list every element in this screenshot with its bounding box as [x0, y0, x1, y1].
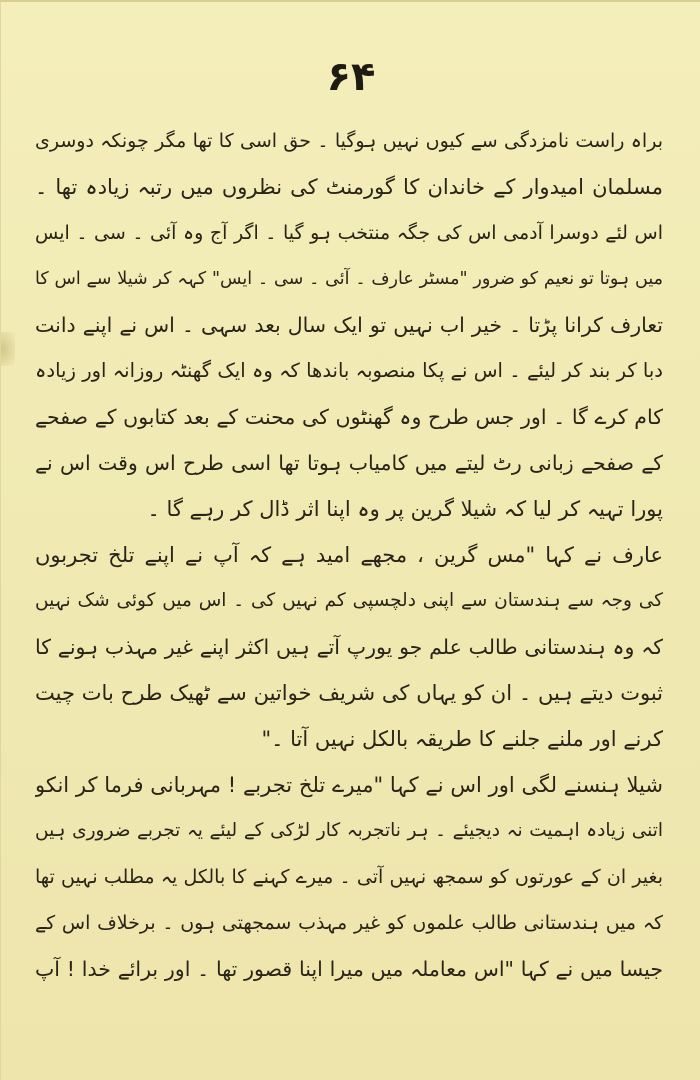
text-line: کی وجہ سے ہندستان سے اپنی دلچسپی کم نہیں کی ۔ اس میں کوئی شک نہیں	[35, 590, 663, 611]
text-line: میں ہوتا تو نعیم کو ضرور "مسٹر عارف ۔ آئی ۔ سی ۔ ایس" کہہ کر شیلا سے اس کا	[35, 269, 663, 289]
text-line: کام کرے گا ۔ اور جس طرح وہ گھنٹوں کی محنت کے بعد کتابوں کے صفحے	[35, 405, 663, 429]
text-line: دبا کر بند کر لیئے ۔ اس نے پکا منصوبہ باندھا کہ وہ ایک گھنٹہ روزانہ اور زیادہ	[35, 359, 663, 382]
text-line: تعارف کرانا پڑتا ۔ خیر اب نہیں تو ایک سال بعد سہی ۔ اس نے اپنے دانت	[35, 313, 663, 337]
text-line: ثبوت دیتے ہیں ۔ ان کو یہاں کی شریف خواتین سے ٹھیک طرح بات چیت	[35, 681, 663, 705]
text-line: اس لئے دوسرا آدمی اس کی جگہ منتخب ہو گیا ۔ اگر آج وہ آئی ۔ سی ۔ ایس	[35, 222, 663, 244]
text-line: پورا تہیہ کر لیا کہ شیلا گرین پر وہ اپنا اثر ڈال کر رہے گا ۔	[147, 497, 663, 521]
text-line: کے صفحے زبانی رٹ لیتے میں کامیاب ہوتا تھا اسی طرح اس وقت اس نے	[35, 451, 663, 475]
text-line: شیلا ہنسنے لگی اور اس نے کہا "میرے تلخ تجربے ! مہربانی فرما کر انکو	[35, 773, 663, 797]
text-line: اتنی زیادہ اہمیت نہ دیجیئے ۔ ہر ناتجربہ کار لڑکی کے لیئے یہ تجربے ضروری ہیں	[35, 820, 663, 841]
text-line: کہ وہ ہندستانی طالب علم جو یورپ آتے ہیں اکثر اپنے غیر مہذب ہونے کا	[35, 635, 663, 659]
text-line: عارف نے کہا "مس گرین ، مجھے امید ہے کہ آپ نے اپنے تلخ تجربوں	[35, 543, 663, 567]
text-line: جیسا میں نے کہا "اس معاملہ میں میرا اپنا قصور تھا ۔ اور برائے خدا ! آپ	[35, 957, 663, 981]
text-line: کرنے اور ملنے جلنے کا طریقہ بالکل نہیں آتا ۔"	[261, 727, 663, 751]
text-line: کہ میں ہندستانی طالب علموں کو غیر مہذب سمجھتی ہوں ۔ برخلاف اس کے	[35, 912, 663, 934]
text-line: بغیر ان کے عورتوں کو سمجھ نہیں آتی ۔ میرے کہنے کا بالکل یہ مطلب نہیں تھا	[35, 866, 663, 888]
text-line: براہ راست نامزدگی سے کیوں نہیں ہوگیا ۔ حق اسی کا تھا مگر چونکہ دوسری	[35, 130, 663, 152]
page-text	[35, 118, 663, 992]
page-stain	[1, 332, 15, 366]
text-line: مسلمان امیدوار کے خاندان کا گورمنٹ کی نظروں میں رتبہ زیادہ تھا ۔	[35, 175, 663, 199]
page-number: ۶۴	[326, 54, 376, 100]
